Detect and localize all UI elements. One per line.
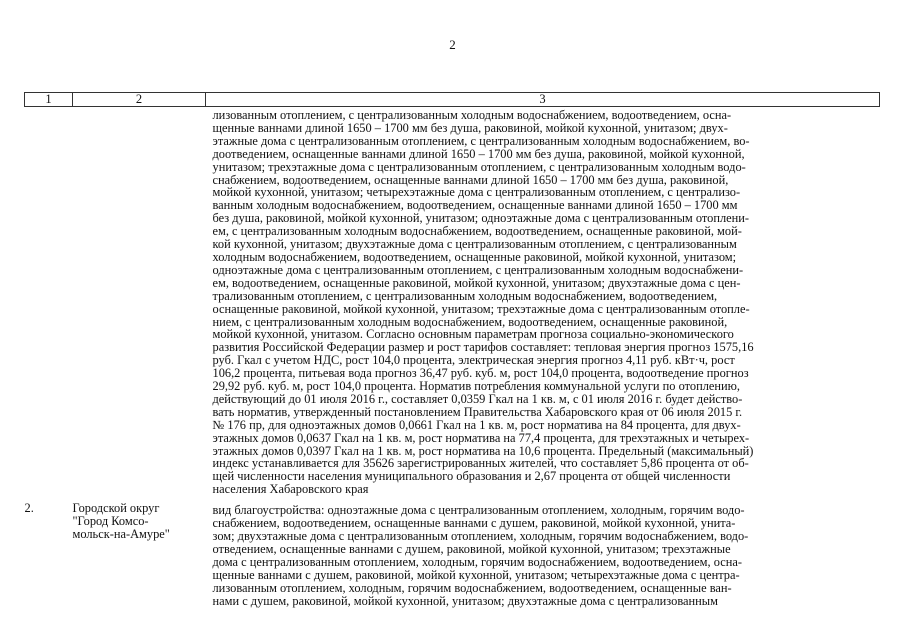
description-cell: [206, 107, 880, 497]
column-header-number: 1: [25, 93, 73, 107]
page-number: 2: [449, 37, 456, 52]
municipality-name: [73, 107, 206, 497]
row-number: 2.: [24, 501, 34, 516]
description-cell: [206, 502, 880, 607]
column-header-description: 3: [206, 93, 880, 107]
municipality-name: Городской округ "Город Комсо- мольск-на-Амуре": [72, 501, 170, 542]
tariff-table: [24, 92, 880, 607]
column-header-municipality: 2: [73, 93, 206, 107]
table-row: [25, 107, 880, 497]
table-header-row: [25, 93, 880, 107]
table-row: [25, 502, 880, 607]
row-number: [25, 107, 73, 497]
description-text: лизованным отоплением, с централизованным холодным водоснабжением, водоотведением, осна- щенные ваннами длиной 1650 – 1700 мм без душа, раковиной, мойкой кухонной, унитазом; двух- этажные дома с централизованным отоплением, с централизованным холодным водоснабжением, во- доотведением, оснащенные ваннами длиной 1650 – 1700 мм без душа, раковиной, мойкой кухонной, унитазом; трехэтажные дома с централизованным отоплением, с централизованным холодным водо- снабжением, водоотведением, оснащенные ваннами длиной 1650 – 1700 мм без душа, раковиной, мойкой кухонной, унитазом; четырехэтажные дома с централизованным отоплением, с централизо- ванным холодным водоснабжением, водоотведением, оснащенные ваннами длиной 1650 – 1700 мм без душа, раковиной, мойкой кухонной, унитазом; одноэтажные дома с централизованным отоплени- ем, с централизованным холодным водоснабжением, водоотведением, оснащенные раковиной, мой- кой кухонной, унитазом; двухэтажные дома с централизованным отоплением, с централизованным холодным водоснабжением, водоотведением, оснащенные раковиной, мойкой кухонной, унитазом; одноэтажные дома с централизованным отоплением, с централизованным холодным водоснабжени- ем, водоотведением, оснащенные раковиной, мойкой кухонной, унитазом; двухэтажные дома с цен- трализованным отоплением, с централизованным холодным водоснабжением, водоотведением, оснащенные раковиной, мойкой кухонной, унитазом; трехэтажные дома с централизованным отопле- нием, с централизованным холодным водоснабжением, водоотведением, оснащенные раковиной, мойкой кухонной, унитазом. Согласно основным параметрам прогноза социально-экономического развития Российской Федерации размер и рост тарифов составляет: тепловая энергия прогноз 1575,16 руб. Гкал с учетом НДС, рост 104,0 процента, электрическая энергия прогноз 4,11 руб. кВт·ч, рост 106,2 процента, питьевая вода прогноз 36,47 руб. куб. м, рост 104,0 процента, водоотведение прогноз 29,92 руб. куб. м, рост 104,0 процента. Норматив потребления коммунальной услуги по отоплению, действующий до 01 июля 2016 г., составляет 0,0359 Гкал на 1 кв. м, с 01 июля 2016 г. будет действо- вать норматив, утвержденный постановлением Правительства Хабаровского края от 06 июля 2015 г. № 176 пр, для одноэтажных домов 0,0661 Гкал на 1 кв. м, рост норматива на 84 процента, для двух- этажных домов 0,0637 Гкал на 1 кв. м, рост норматива на 77,4 процента, для трехэтажных и четырех- этажных домов 0,0397 Гкал на 1 кв. м, рост норматива на 10,6 процента. Предельный (максимальный) индекс устанавливается для 35626 зарегистрированных жителей, что составляет 5,86 процента от об- щей численности населения муниципального образования и 2,67 процента от общей численности населения Хабаровского края: [212, 108, 754, 497]
description-text: вид благоустройства: одноэтажные дома с централизованным отоплением, холодным, горячим водо- снабжением, водоотведением, оснащенные ваннами с душем, раковиной, мойкой кухонной, унита- зом; двухэтажные дома с централизованным отоплением, холодным, горячим водоснабжением, водо- отведением, оснащенные ваннами с душем, раковиной, мойкой кухонной, унитазом; трехэтажные дома с централизованным отоплением, холодным, горячим водоснабжением, водоотведением, осна- щенные ваннами с душем, раковиной, мойкой кухонной, унитазом; четырехэтажные дома с центра- лизованным отоплением, холодным, горячим водоснабжением, водоотведением, оснащенные ван- нами с душем, раковиной, мойкой кухонной, унитазом; двухэтажные дома с централизованным: [212, 503, 749, 608]
